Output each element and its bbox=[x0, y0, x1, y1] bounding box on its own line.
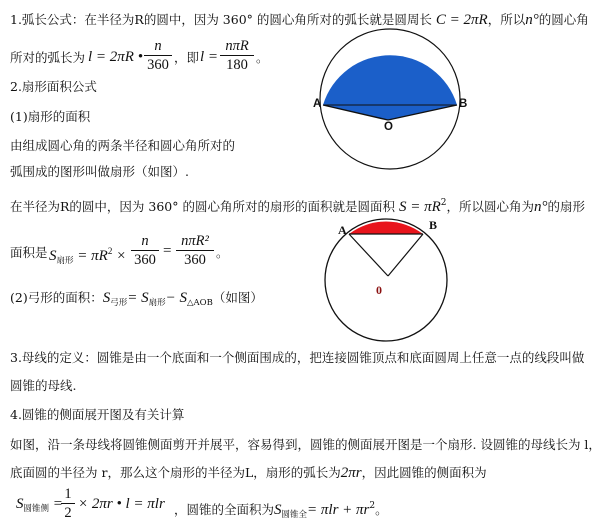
square-sup: 2 bbox=[440, 198, 447, 208]
arc-fraction-1 bbox=[144, 38, 172, 73]
sector-fraction-2 bbox=[176, 233, 214, 268]
s4-end: 。 bbox=[375, 502, 388, 517]
S-symbol-3: S bbox=[16, 496, 24, 512]
n-degree-2: n° bbox=[534, 199, 548, 215]
comma-ji: ，即 bbox=[174, 50, 200, 65]
arc-fraction-2-den: 180 bbox=[226, 57, 248, 73]
s4-line2-end: ，因此圆锥的侧面积为 bbox=[361, 465, 487, 480]
n-degree: n° bbox=[525, 12, 539, 28]
s1-text: 1.弧长公式：在半径为R的圆中，因为 360° 的圆心角所对的弧长就是圆周长 bbox=[10, 12, 432, 27]
s1-text-end: ，所以 bbox=[487, 12, 526, 27]
sector-fraction-2-num: nπR² bbox=[176, 233, 214, 251]
sector-fraction-2-den: 360 bbox=[184, 252, 206, 268]
s2-sub2 bbox=[10, 290, 263, 311]
radius2-oa bbox=[349, 234, 388, 276]
cone-side-expr bbox=[78, 496, 165, 512]
s2-area-prefix: 面积是 bbox=[10, 245, 48, 260]
s4-title: 4.圆锥的侧面展开图及有关计算 bbox=[10, 407, 185, 422]
s1-period: 。 bbox=[256, 50, 269, 65]
s4-line2-prefix: 底面圆的半径为 r，那么这个扇形的半径为L，扇形的弧长为 bbox=[10, 465, 341, 480]
s2-sub2-prefix: (2)弓形的面积： bbox=[10, 290, 103, 305]
full-expr: = πlr + πr bbox=[307, 502, 370, 518]
half-den: 2 bbox=[64, 505, 72, 521]
half-num: 1 bbox=[61, 486, 75, 504]
radius2-ob bbox=[388, 234, 423, 276]
s3-line2: 圆锥的母线. bbox=[10, 378, 77, 393]
minus-S: − S bbox=[165, 290, 187, 306]
eq-S: = S bbox=[127, 290, 149, 306]
eq-piR: = πR bbox=[77, 248, 108, 264]
s1-text-tail: 的圆心角 bbox=[538, 12, 589, 27]
s4-mid-text: ，圆锥的全面积为 bbox=[174, 502, 275, 517]
arc-length-lhs-2: l = bbox=[200, 49, 219, 65]
s3-line1: 3.母线的定义：圆锥是由一个底面和一个侧面围成的，把连接圆锥顶点和底面圆周上任意一点的线段叫做 bbox=[10, 350, 585, 365]
s2-def1: 由组成圆心角的两条半径和圆心角所对的 bbox=[10, 138, 236, 153]
S-symbol: S bbox=[49, 248, 57, 264]
square-sup-3: 2 bbox=[369, 501, 376, 511]
half-fraction bbox=[61, 486, 75, 521]
sector-end: 。 bbox=[216, 245, 229, 260]
S-symbol-2: S bbox=[102, 290, 111, 306]
sub-shanxing: 扇形 bbox=[56, 255, 74, 265]
s2-area-text: 在半径为R的圆中，因为 360° 的圆心角所对的扇形的面积就是圆面积 bbox=[10, 199, 395, 214]
sub-cone-full: 圆锥全 bbox=[281, 510, 308, 520]
s2-title: 2.扇形面积公式 bbox=[10, 79, 97, 94]
arc-fraction-2 bbox=[220, 38, 254, 73]
sub-shanxing-2: 扇形 bbox=[148, 298, 166, 308]
sector-fraction-1 bbox=[131, 233, 159, 268]
s4-line1: 如图，沿一条母线将圆锥侧面剪开并展平，容易得到，圆锥的侧面展开图是一个扇形. 设圆锥的母线长为 l， bbox=[10, 437, 601, 452]
s2-area-line bbox=[10, 195, 585, 215]
sector-eq: = bbox=[163, 243, 172, 259]
S-symbol-4: S bbox=[274, 502, 282, 518]
cone-full-text bbox=[174, 498, 388, 523]
fig2-label-o: 0 bbox=[376, 283, 382, 297]
side-expr: × 2πr • l = πlr bbox=[78, 496, 165, 512]
sub-triangle: △AOB bbox=[187, 298, 213, 308]
s1-line2-prefix: 所对的弧长为 bbox=[10, 50, 86, 65]
sub-cone-side: 圆锥侧 bbox=[23, 503, 50, 513]
s2-sub2-end: （如图） bbox=[212, 290, 263, 305]
sector-area-S bbox=[49, 243, 126, 268]
fig2-label-a: A bbox=[338, 223, 347, 237]
fig2-label-b: B bbox=[429, 218, 438, 232]
s2-sub1: (1)扇形的面积 bbox=[10, 109, 91, 124]
arc-length-lhs: l = 2πR • bbox=[88, 49, 143, 65]
square-sup-2: 2 bbox=[107, 246, 113, 256]
eq-sign: = bbox=[52, 496, 63, 512]
s2-area-mid: ，所以圆心角为 bbox=[446, 199, 535, 214]
times-sign: × bbox=[116, 248, 127, 264]
bow-fill-cap bbox=[349, 224, 423, 234]
circle-area-formula: S = πR bbox=[398, 199, 441, 215]
arc-fraction-1-den: 360 bbox=[147, 57, 169, 73]
s1-line1 bbox=[10, 12, 589, 28]
sector-fraction-1-den: 360 bbox=[134, 252, 156, 268]
arc-fraction-1-num: n bbox=[144, 38, 172, 56]
sector-fraction-1-num: n bbox=[131, 233, 159, 251]
fig1-label-o: O bbox=[384, 121, 393, 133]
s4-line2 bbox=[10, 465, 487, 481]
fig1-label-b: B bbox=[459, 98, 468, 110]
fig1-label-a: A bbox=[313, 98, 322, 110]
sub-gongxing: 弓形 bbox=[110, 298, 128, 308]
circumference-formula: C = 2πR bbox=[435, 12, 488, 28]
arc-2pir: 2πr bbox=[340, 465, 362, 481]
arc-fraction-2-num: nπR bbox=[220, 38, 254, 56]
cone-side-S bbox=[16, 496, 63, 516]
s2-area-end: 的扇形 bbox=[547, 199, 586, 214]
s2-def2: 弧围成的图形叫做扇形（如图）. bbox=[10, 164, 189, 179]
